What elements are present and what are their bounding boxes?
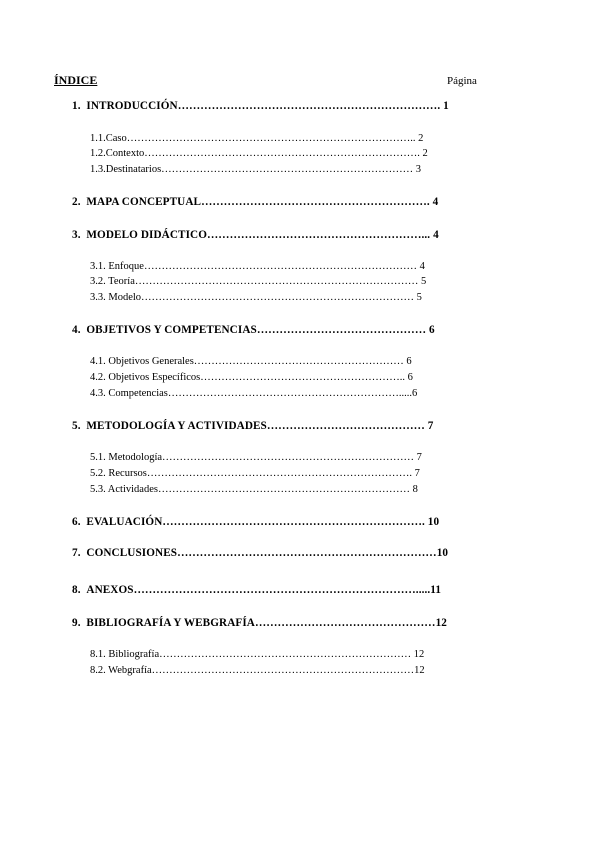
toc-section-8: 8. ANEXOS………………………………………………………………….....11 [72,584,442,596]
toc-subsection-4-2: 4.2. Objetivos Específicos………………………………………………….. 6 [90,372,413,383]
toc-section-6: 6. EVALUACIÓN……………………………………………………………. 10 [72,516,440,528]
toc-subsection-8-2: 8.2. Webgrafía…………………………………………………………………12 [90,665,425,676]
toc-section-4: 4. OBJETIVOS Y COMPETENCIAS……………………………………… 6 [72,324,435,336]
toc-subsection-5-3: 5.3. Actividades……………………………………………………………… 8 [90,484,418,495]
toc-subsection-8-1: 8.1. Bibliografía……………………………………………………………… 12 [90,649,425,660]
toc-subsection-4-3: 4.3. Competencias………………………………………………………….....6 [90,388,418,399]
toc-section-5: 5. METODOLOGÍA Y ACTIVIDADES…………………………………… 7 [72,420,434,432]
toc-subsection-1-2: 1.2.Contexto……………………………………………………………………. 2 [90,148,428,159]
toc-section-7: 7. CONCLUSIONES……………………………………………………………10 [72,547,449,559]
toc-section-1: 1. INTRODUCCIÓN……………………………………………………………. 1 [72,100,449,112]
toc-subsection-3-2: 3.2. Teoría……………………………………………………………………… 5 [90,276,427,287]
toc-subsection-3-3: 3.3. Modelo…………………………………………………………………… 5 [90,292,422,303]
toc-section-9: 9. BIBLIOGRAFÍA Y WEBGRAFÍA…………………………………………12 [72,617,447,629]
toc-section-2: 2. MAPA CONCEPTUAL……………………………………………………. 4 [72,196,439,208]
toc-subsection-1-3: 1.3.Destinatarios……………………………………………………………… 3 [90,164,422,175]
toc-subsection-5-1: 5.1. Metodología……………………………………………………………… 7 [90,452,422,463]
index-title: ÍNDICE [54,73,98,87]
toc-subsection-4-1: 4.1. Objetivos Generales…………………………………………………… 6 [90,356,412,367]
page-column-label: Página [447,75,477,87]
toc-subsection-1-1: 1.1.Caso……………………………………………………………………….. 2 [90,133,424,144]
toc-subsection-3-1: 3.1. Enfoque…………………………………………………………………… 4 [90,261,425,272]
toc-section-3: 3. MODELO DIDÁCTICO…………………………………………………... 4 [72,229,439,241]
toc-subsection-5-2: 5.2. Recursos…………………………………………………………………. 7 [90,468,420,479]
